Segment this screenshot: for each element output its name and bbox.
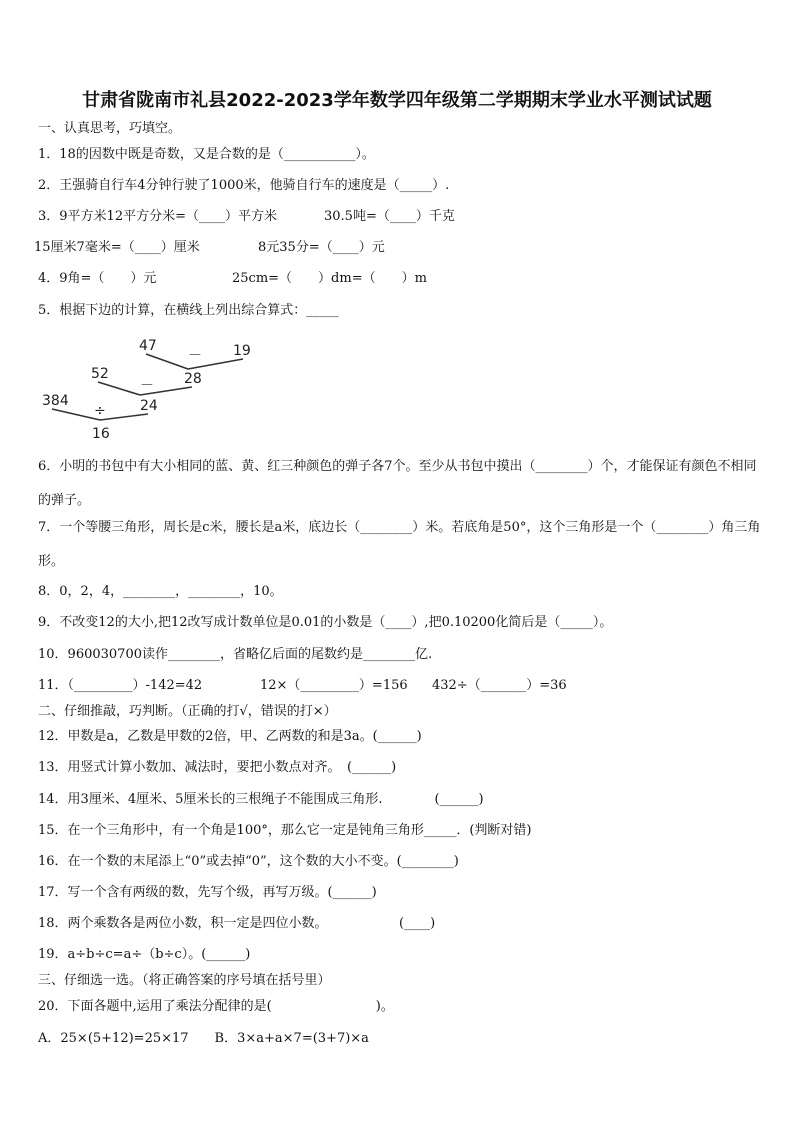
- question-10: 10．960030700读作________，省略亿后面的尾数约是________亿.: [38, 647, 433, 662]
- diagram-branch-line: [98, 382, 140, 395]
- question-4b: 25cm=（ ）dm=（ ）m: [232, 271, 427, 286]
- question-20-options: A．25×(5+12)=25×17 B．3×a+a×7=(3+7)×a: [38, 1031, 369, 1046]
- diagram-number-24: 24: [140, 398, 158, 414]
- question-5: 5．根据下边的计算，在横线上列出综合算式：_____: [38, 303, 339, 318]
- question-9: 9．不改变12的大小,把12改写成计数单位是0.01的小数是（____）,把0.10200化简后是（_____）。: [38, 615, 613, 630]
- question-3d: 8元35分=（____）元: [258, 240, 385, 255]
- question-3a: 3．9平方米12平方分米=（____）平方米: [38, 209, 277, 224]
- question-16: 16．在一个数的末尾添上“0”或去掉“0”，这个数的大小不变。(________): [38, 854, 459, 869]
- diagram-number-52: 52: [91, 366, 109, 382]
- diagram-branch-line: [100, 414, 148, 420]
- question-13: 13．用竖式计算小数加、减法时，要把小数点对齐。 (______): [38, 760, 397, 775]
- question-6: 6．小明的书包中有大小相同的蓝、黄、红三种颜色的弹子各7个。至少从书包中摸出（________）个，才能保证有颜色不相同的弹子。: [38, 459, 757, 508]
- question-11: [38, 677, 768, 694]
- question-11b: 12×（_________）=156: [260, 678, 408, 693]
- diagram-branch-line: [146, 354, 188, 369]
- question-3-row-2: [34, 239, 764, 256]
- diagram-minus-sign-1: －: [188, 348, 202, 364]
- question-8: 8．0，2，4，________，________，10。: [38, 584, 283, 599]
- question-11c: 432÷（_______）=36: [432, 678, 567, 693]
- section-heading-2: 二、仔细推敲，巧判断。（正确的打√，错误的打×）: [38, 704, 337, 719]
- question-18: 18．两个乘数各是两位小数，积一定是四位小数。 (____): [38, 916, 436, 931]
- diagram-branch-line: [52, 409, 100, 420]
- diagram-number-16: 16: [92, 426, 110, 442]
- calculation-diagram: [38, 333, 268, 445]
- question-11a: 11．（_________）-142=42: [38, 678, 203, 693]
- section-heading-3: 三、仔细选一选。（将正确答案的序号填在括号里）: [38, 973, 331, 988]
- question-1: 1．18的因数中既是奇数，又是合数的是（___________）。: [38, 147, 375, 162]
- question-3c: 15厘米7毫米=（____）厘米: [34, 240, 200, 255]
- diagram-divide-sign: ÷: [94, 403, 106, 419]
- question-2: 2．王强骑自行车4分钟行驶了1000米，他骑自行车的速度是（_____）.: [38, 178, 450, 193]
- question-3b: 30.5吨=（____）千克: [324, 209, 455, 224]
- question-12: 12．甲数是a，乙数是甲数的2倍，甲、乙两数的和是3a。(______): [38, 729, 422, 744]
- question-19: 19．a÷b÷c=a÷（b÷c）。(______): [38, 947, 251, 962]
- question-4: [38, 270, 768, 287]
- diagram-number-28: 28: [184, 371, 202, 387]
- question-4a: 4．9角=（ ）元: [38, 271, 157, 286]
- diagram-number-384: 384: [42, 393, 69, 409]
- diagram-number-47: 47: [139, 338, 157, 354]
- page-title: 甘肃省陇南市礼县2022-2023学年数学四年级第二学期期末学业水平测试试题: [82, 90, 712, 111]
- question-3-row-1: [38, 208, 768, 225]
- question-17: 17．写一个含有两级的数，先写个级，再写万级。(______): [38, 885, 377, 900]
- question-15: 15．在一个三角形中，有一个角是100°，那么它一定是钝角三角形_____．(判断对错): [38, 823, 532, 838]
- diagram-minus-sign-2: －: [140, 378, 154, 394]
- section-heading-1: 一、认真思考，巧填空。: [38, 121, 182, 136]
- question-20: 20．下面各题中,运用了乘法分配律的是( )。: [38, 999, 394, 1014]
- question-7: 7．一个等腰三角形，周长是c米，腰长是a米，底边长（________）米。若底角是50°，这个三角形是一个（________）角三角形。: [38, 520, 761, 569]
- question-14: 14．用3厘米、4厘米、5厘米长的三根绳子不能围成三角形. (______): [38, 792, 484, 807]
- diagram-number-19: 19: [233, 343, 251, 359]
